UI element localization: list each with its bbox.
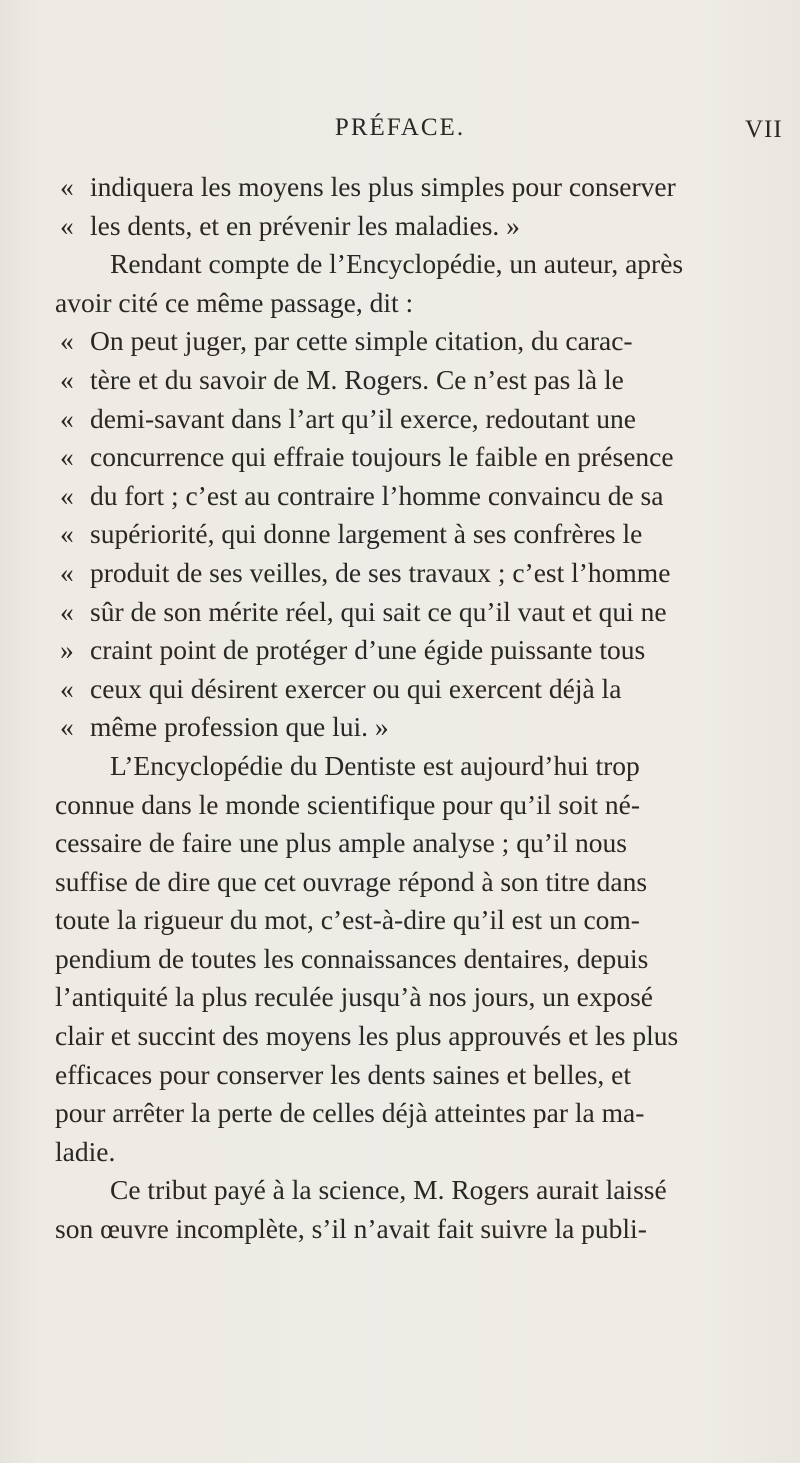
text-line (55, 747, 770, 786)
text-line (60, 438, 770, 477)
text-line (60, 631, 770, 670)
line-text: On peut juger, par cette simple citation, du carac- (90, 325, 633, 357)
quote-mark: « (60, 441, 74, 473)
text-line (60, 361, 770, 400)
line-text: toute la rigueur du mot, c’est-à-dire qu’il est un com- (55, 904, 640, 936)
line-text: ceux qui désirent exercer ou qui exercent déjà la (90, 672, 622, 704)
line-text: L’Encyclopédie du Dentiste est aujourd’hui trop (110, 749, 640, 781)
running-title: PRÉFACE. (334, 114, 466, 141)
line-text: pour arrêter la perte de celles déjà atteintes par la ma- (55, 1097, 645, 1129)
line-text: sûr de son mérite réel, qui sait ce qu’il vaut et qui ne (90, 595, 667, 627)
page-number: VII (745, 116, 783, 143)
line-text: l’antiquité la plus reculée jusqu’à nos jours, un exposé (55, 981, 653, 1013)
text-line (55, 940, 770, 979)
text-line (55, 978, 770, 1017)
line-text: connue dans le monde scientifique pour qu’il soit né- (55, 788, 640, 820)
text-line (60, 554, 770, 593)
line-text: produit de ses veilles, de ses travaux ; c’est l’homme (90, 556, 671, 588)
quote-mark: « (60, 595, 74, 627)
text-line (55, 824, 770, 863)
text-line (55, 1171, 770, 1210)
text-line (60, 400, 770, 439)
quote-mark: « (60, 672, 74, 704)
line-text: avoir cité ce même passage, dit : (55, 286, 414, 318)
line-text: son œuvre incomplète, s’il n’avait fait suivre la publi- (55, 1213, 647, 1245)
text-line (60, 477, 770, 516)
text-line (55, 1210, 770, 1249)
quote-mark: « (60, 711, 74, 743)
line-text: ladie. (55, 1135, 116, 1167)
text-line (60, 515, 770, 554)
quote-mark: « (60, 171, 74, 202)
body-text (55, 168, 770, 1249)
line-text: Ce tribut payé à la science, M. Rogers aurait laissé (110, 1174, 667, 1206)
text-line (60, 207, 770, 246)
quote-mark: « (60, 325, 74, 357)
text-line (60, 593, 770, 632)
line-text: concurrence qui effraie toujours le faible en présence (90, 441, 674, 473)
line-text: supériorité, qui donne largement à ses confrères le (90, 518, 643, 550)
line-text: cessaire de faire une plus ample analyse ; qu’il nous (55, 827, 627, 859)
text-line (55, 863, 770, 902)
quote-mark: « (60, 209, 74, 241)
text-line (55, 1056, 770, 1095)
line-text: craint point de protéger d’une égide puissante tous (90, 634, 646, 666)
text-line (55, 245, 770, 284)
quote-mark: « (60, 479, 74, 511)
line-text: efficaces pour conserver les dents saines et belles, et (55, 1058, 631, 1090)
quote-mark: « (60, 402, 74, 434)
line-text: même profession que lui. » (90, 711, 389, 743)
text-line (60, 168, 770, 207)
quote-mark: » (60, 634, 74, 666)
quote-mark: « (60, 556, 74, 588)
line-text: indiquera les moyens les plus simples pour conserver (90, 171, 676, 202)
running-header (0, 114, 800, 150)
text-line (55, 284, 770, 323)
line-text: demi-savant dans l’art qu’il exerce, redoutant une (90, 402, 636, 434)
line-text: suffise de dire que cet ouvrage répond à son titre dans (55, 865, 648, 897)
text-line (55, 1017, 770, 1056)
text-line (55, 786, 770, 825)
line-text: clair et succint des moyens les plus approuvés et les plus (55, 1020, 679, 1052)
line-text: du fort ; c’est au contraire l’homme convaincu de sa (90, 479, 664, 511)
quote-mark: « (60, 363, 74, 395)
line-text: pendium de toutes les connaissances dentaires, depuis (55, 942, 649, 974)
text-line (55, 1133, 770, 1172)
text-line (60, 670, 770, 709)
text-line (60, 322, 770, 361)
text-line (60, 708, 770, 747)
quote-mark: « (60, 518, 74, 550)
text-line (55, 1094, 770, 1133)
text-line (55, 901, 770, 940)
line-text: tère et du savoir de M. Rogers. Ce n’est pas là le (90, 363, 624, 395)
line-text: les dents, et en prévenir les maladies. » (90, 209, 520, 241)
line-text: Rendant compte de l’Encyclopédie, un auteur, après (110, 248, 684, 280)
